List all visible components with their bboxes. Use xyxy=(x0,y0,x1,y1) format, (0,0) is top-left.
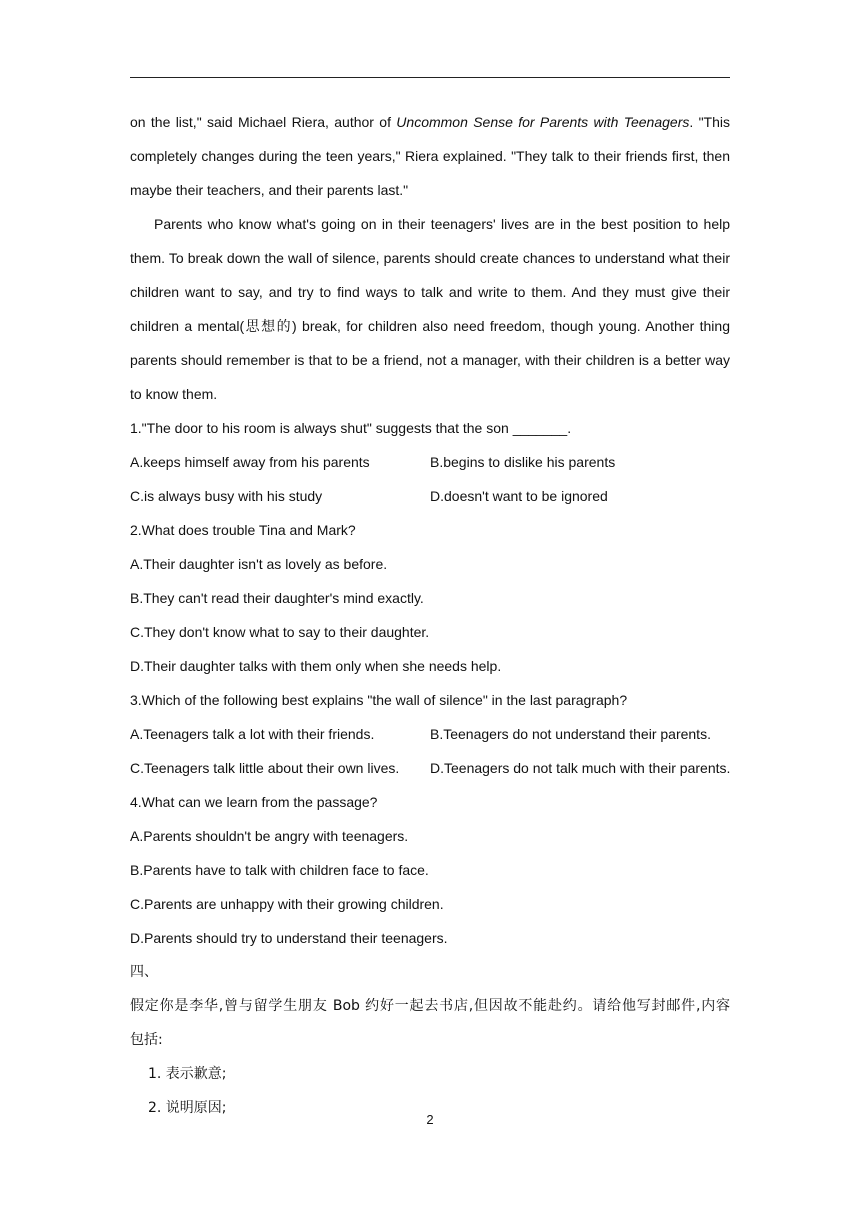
writing-prompt: 假定你是李华,曾与留学生朋友 Bob 约好一起去书店,但因故不能赴约。请给他写封邮件,内容 xyxy=(130,998,730,1014)
q2-option-d: D.Their daughter talks with them only when she needs help. xyxy=(130,658,502,674)
q4-option-b: B.Parents have to talk with children face to face. xyxy=(130,862,429,878)
q2-option-b: B.They can't read their daughter's mind exactly. xyxy=(130,590,424,606)
q2-option-c: C.They don't know what to say to their daughter. xyxy=(130,624,430,640)
q2-option-a: A.Their daughter isn't as lovely as before. xyxy=(130,556,388,572)
writing-prompt: 包括: xyxy=(130,1032,163,1048)
q4-option-d: D.Parents should try to understand their teenagers. xyxy=(130,930,448,946)
q1-option-c: C.is always busy with his study xyxy=(130,488,323,504)
writing-item-1: 1. 表示歉意; xyxy=(148,1066,227,1082)
q4-option-a: A.Parents shouldn't be angry with teenagers. xyxy=(130,828,409,844)
page-number: 2 xyxy=(426,1112,434,1127)
q3-option-a: A.Teenagers talk a lot with their friends. xyxy=(130,726,375,742)
passage-line: children want to say, and try to find ways to talk and write to them. And they must give their xyxy=(130,284,730,300)
passage-line: parents should remember is that to be a friend, not a manager, with their children is a better way xyxy=(130,352,730,368)
q1-option-a: A.keeps himself away from his parents xyxy=(130,454,370,470)
passage-line: Parents who know what's going on in their teenagers' lives are in the best position to help xyxy=(154,216,730,232)
header-rule xyxy=(130,77,730,78)
passage-line: them. To break down the wall of silence, parents should create chances to understand what their xyxy=(130,250,730,266)
q3-option-c: C.Teenagers talk little about their own lives. xyxy=(130,760,400,776)
section-heading: 四、 xyxy=(130,964,158,980)
question-2: 2.What does trouble Tina and Mark? xyxy=(130,522,356,538)
passage-line: to know them. xyxy=(130,386,218,402)
q3-option-d: D.Teenagers do not talk much with their parents. xyxy=(430,760,731,776)
writing-item-2: 2. 说明原因; xyxy=(148,1100,227,1116)
passage-line xyxy=(130,112,730,132)
question-3: 3.Which of the following best explains "the wall of silence" in the last paragraph? xyxy=(130,692,628,708)
passage-line: maybe their teachers, and their parents last." xyxy=(130,182,409,198)
q3-option-b: B.Teenagers do not understand their parents. xyxy=(430,726,711,742)
q4-option-c: C.Parents are unhappy with their growing children. xyxy=(130,896,444,912)
passage-text: on the list," said Michael Riera, author of xyxy=(130,114,397,130)
q1-option-d: D.doesn't want to be ignored xyxy=(430,488,608,504)
q1-option-b: B.begins to dislike his parents xyxy=(430,454,616,470)
passage-line: completely changes during the teen years," Riera explained. "They talk to their friends first, then xyxy=(130,148,730,164)
book-title: Uncommon Sense for Parents with Teenagers xyxy=(396,114,690,130)
passage-line: children a mental(思想的) break, for children also need freedom, though young. Another thing xyxy=(130,318,730,334)
question-1: 1."The door to his room is always shut" suggests that the son _______. xyxy=(130,420,572,436)
passage-text: . "This xyxy=(689,114,730,130)
question-4: 4.What can we learn from the passage? xyxy=(130,794,378,810)
